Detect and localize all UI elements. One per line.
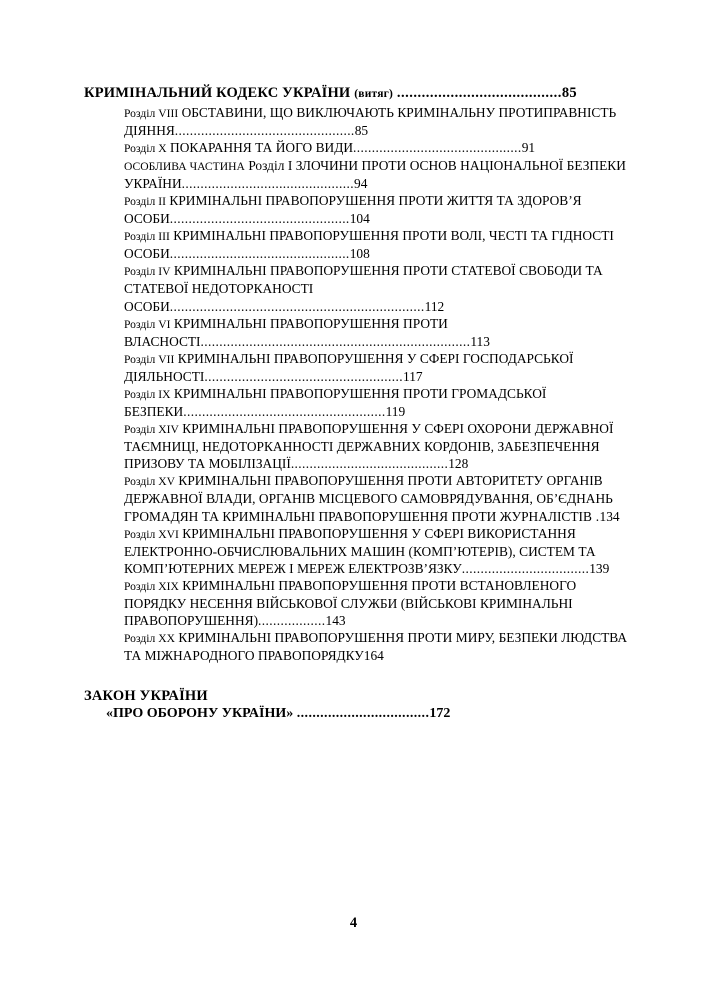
toc-main-qualifier: (витяг): [354, 88, 394, 100]
toc-entry-text: ПОКАРАННЯ ТА ЙОГО ВИДИ: [166, 140, 354, 156]
law-subtitle-line: [106, 705, 629, 723]
table-of-contents: [84, 84, 629, 724]
toc-entry-lead: Розділ X: [124, 142, 167, 156]
toc-entry-page: 85: [354, 123, 369, 139]
toc-entry-lead: Розділ XX: [124, 632, 175, 646]
toc-entry-list: [124, 104, 629, 664]
toc-entry-text: КРИМІНАЛЬНІ ПРАВОПОРУШЕННЯ ПРОТИ ЖИТТЯ ТА ЗДОРОВ’Я ОСОБИ: [124, 193, 582, 227]
toc-entry: [124, 577, 629, 629]
toc-entry-text: КРИМІНАЛЬНІ ПРАВОПОРУШЕННЯ У СФЕРІ ГОСПОДАРСЬКОЇ ДІЯЛЬНОСТІ: [124, 350, 574, 384]
toc-entry-text: КРИМІНАЛЬНІ ПРАВОПОРУШЕННЯ ПРОТИ ВОЛІ, ЧЕСТІ ТА ГІДНОСТІ ОСОБИ: [124, 228, 614, 262]
toc-entry-text: КРИМІНАЛЬНІ ПРАВОПОРУШЕННЯ ПРОТИ ВЛАСНОСТІ: [124, 315, 448, 349]
toc-entry-dots: .: [591, 508, 600, 524]
toc-entry-dots: ..................: [258, 613, 326, 629]
law-subtitle: «ПРО ОБОРОНУ УКРАЇНИ»: [106, 706, 294, 722]
toc-main-page: 85: [561, 85, 577, 101]
toc-entry-page: 108: [349, 246, 370, 262]
toc-entry-lead: Розділ IX: [124, 388, 171, 401]
toc-entry-lead: Розділ III: [124, 230, 170, 244]
toc-entry-text: КРИМІНАЛЬНІ ПРАВОПОРУШЕННЯ ПРОТИ ГРОМАДСЬКОЇ БЕЗПЕКИ: [124, 386, 547, 419]
toc-entry: [124, 385, 629, 420]
toc-entry-page: 117: [403, 368, 423, 384]
toc-entry-lead: Розділ XIV: [124, 423, 179, 437]
toc-entry-text: ОБСТАВИНИ, ЩО ВИКЛЮЧАЮТЬ КРИМІНАЛЬНУ ПРОТИПРАВНІСТЬ ДІЯННЯ: [124, 105, 617, 139]
toc-entry-lead: Розділ IV: [124, 265, 171, 279]
toc-entry: [124, 262, 629, 314]
toc-entry-page: 112: [424, 298, 445, 314]
toc-entry-lead: ОСОБЛИВА ЧАСТИНА: [124, 160, 245, 174]
toc-main-heading: [84, 84, 629, 102]
toc-entry-page: 134: [599, 508, 620, 524]
toc-entry-page: 91: [521, 140, 536, 156]
toc-entry-lead: Розділ VII: [124, 352, 175, 366]
toc-entry: [124, 472, 629, 524]
toc-main-title: КРИМІНАЛЬНИЙ КОДЕКС УКРАЇНИ: [84, 85, 351, 101]
toc-entry-page: 128: [448, 456, 469, 472]
toc-entry: [124, 157, 629, 192]
toc-entry-lead: Розділ XIX: [124, 580, 179, 594]
toc-entry-lead: Розділ XV: [124, 475, 175, 489]
toc-entry-dots: ......................................................: [183, 403, 386, 419]
toc-entry: [124, 104, 629, 139]
toc-entry-dots: ................................................: [169, 211, 350, 227]
law-title: ЗАКОН УКРАЇНИ: [84, 687, 208, 704]
law-section: [84, 687, 629, 724]
toc-entry-text: Розділ I ЗЛОЧИНИ ПРОТИ ОСНОВ НАЦІОНАЛЬНОЇ БЕЗПЕКИ УКРАЇНИ: [124, 158, 626, 192]
toc-entry-lead: Розділ XVI: [124, 527, 179, 541]
law-page: 172: [429, 706, 451, 722]
toc-entry-dots: .............................................: [353, 140, 522, 156]
toc-entry-dots: ..........................................: [290, 456, 449, 472]
toc-entry-dots: ................................................: [174, 123, 355, 139]
toc-entry-text: КРИМІНАЛЬНІ ПРАВОПОРУШЕННЯ ПРОТИ ВСТАНОВЛЕНОГО ПОРЯДКУ НЕСЕННЯ ВІЙСЬКОВОЇ СЛУЖБИ (ВІЙСЬКОВІ КРИМІНАЛЬНІ ПРАВОПОРУШЕННЯ): [124, 578, 577, 629]
toc-entry: [124, 420, 629, 472]
toc-entry: [124, 629, 629, 664]
toc-entry-lead: Розділ VIII: [124, 107, 179, 121]
toc-entry-dots: ....................................................................: [169, 298, 425, 314]
toc-main-dots: ........................................: [396, 85, 562, 101]
toc-entry-text: КРИМІНАЛЬНІ ПРАВОПОРУШЕННЯ У СФЕРІ ВИКОРИСТАННЯ ЕЛЕКТРОННО-ОБЧИСЛЮВАЛЬНИХ МАШИН (КОМП’ЮТЕРІВ), СИСТЕМ ТА КОМП’ЮТЕРНИХ МЕРЕЖ І МЕРЕЖ ЕЛЕКТРОЗВ’ЯЗКУ: [124, 525, 596, 576]
toc-entry: [124, 525, 629, 577]
toc-entry-dots: ..................................: [461, 560, 590, 576]
toc-entry-page: 104: [349, 211, 370, 227]
toc-entry-text: КРИМІНАЛЬНІ ПРАВОПОРУШЕННЯ ПРОТИ СТАТЕВОЇ СВОБОДИ ТА СТАТЕВОЇ НЕДОТОРКАНОСТІ ОСОБИ: [124, 263, 603, 314]
page-number: 4: [349, 915, 358, 931]
toc-entry: [124, 315, 629, 350]
toc-entry-text: КРИМІНАЛЬНІ ПРАВОПОРУШЕННЯ ПРОТИ АВТОРИТЕТУ ОРГАНІВ ДЕРЖАВНОЇ ВЛАДИ, ОРГАНІВ МІСЦЕВОГО САМОВРЯДУВАННЯ, ОБ’ЄДНАНЬ ГРОМАДЯН ТА КРИМІНАЛЬНІ ПРАВОПОРУШЕННЯ ПРОТИ ЖУРНАЛІСТІВ: [124, 473, 613, 524]
toc-entry-page: 113: [470, 333, 490, 349]
toc-entry-page: 94: [354, 176, 368, 192]
toc-entry-page: 164: [363, 648, 384, 664]
toc-entry-text: КРИМІНАЛЬНІ ПРАВОПОРУШЕННЯ У СФЕРІ ОХОРОНИ ДЕРЖАВНОЇ ТАЄМНИЦІ, НЕДОТОРКАННОСТІ ДЕРЖАВНИХ КОРДОНІВ, ЗАБЕЗПЕЧЕННЯ ПРИЗОВУ ТА МОБІЛІЗАЦІЇ: [124, 421, 614, 472]
toc-entry: [124, 227, 629, 262]
toc-entry-text: КРИМІНАЛЬНІ ПРАВОПОРУШЕННЯ ПРОТИ МИРУ, БЕЗПЕКИ ЛЮДСТВА ТА МІЖНАРОДНОГО ПРАВОПОРЯДКУ: [124, 630, 628, 664]
toc-entry-lead: Розділ VI: [124, 317, 171, 331]
toc-entry: [124, 139, 629, 157]
toc-entry-dots: ..............................................: [181, 176, 355, 192]
law-dots: ..................................: [296, 706, 430, 722]
toc-entry: [124, 350, 629, 385]
toc-entry: [124, 192, 629, 227]
toc-entry-page: 119: [385, 403, 406, 419]
toc-entry-dots: .....................................................: [204, 368, 404, 384]
toc-entry-page: 143: [325, 613, 346, 629]
toc-entry-page: 139: [589, 560, 610, 576]
toc-entry-lead: Розділ II: [124, 195, 166, 209]
toc-entry-dots: ................................................: [169, 246, 350, 262]
toc-entry-dots: ........................................................................: [200, 333, 471, 349]
